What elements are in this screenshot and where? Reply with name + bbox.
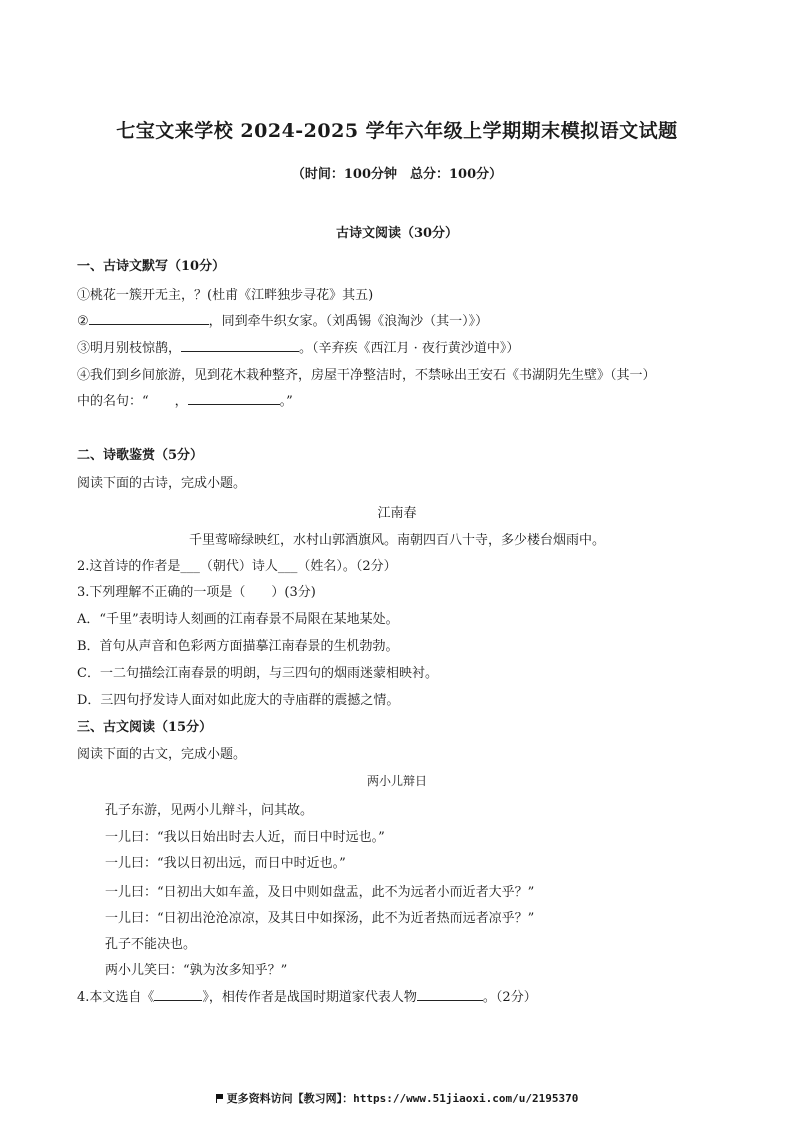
part3-intro: 阅读下面的古文，完成小题。 (77, 747, 247, 762)
q4-text-suffix: 。（2分） (482, 990, 537, 1005)
text-line: 孔子东游，见两小儿辩斗，问其故。 (105, 803, 314, 818)
page-title: 七宝文来学校 2024-2025 学年六年级上学期期末模拟语文试题 (116, 120, 678, 142)
question-1-4-cont (77, 390, 293, 409)
text-line: 一儿曰：“日初出大如车盖，及日中则如盘盂，此不为远者小而近者大乎？” (105, 885, 535, 900)
answer-blank[interactable] (417, 988, 483, 1001)
q3-prefix: ③明月别枝惊鹊， (77, 341, 182, 356)
answer-blank[interactable] (89, 312, 209, 325)
question-4 (77, 986, 537, 1005)
part3-heading: 三、古文阅读（15分） (77, 720, 213, 735)
option-d: D．三四句抒发诗人面对如此庞大的寺庙群的震撼之情。 (77, 693, 400, 708)
question-1-1: ①桃花一簇开无主，？(杜甫《江畔独步寻花》其五) (77, 288, 374, 303)
q4-suffix: 。” (279, 394, 293, 409)
text-line: 一儿曰：“日初出沧沧凉凉，及其日中如探汤，此不为近者热而远者凉乎？” (105, 911, 535, 926)
part2-heading: 二、诗歌鉴赏（5分） (77, 448, 204, 463)
q3-suffix: 。（辛弃疾《西江月 · 夜行黄沙道中》） (299, 341, 520, 356)
text-line: 一儿曰：“我以日始出时去人近，而日中时远也。” (105, 830, 385, 845)
option-c: C．一二句描绘江南春景的明朗，与三四句的烟雨迷蒙相映衬。 (77, 666, 438, 681)
exam-info: （时间：100分钟 总分：100分） (291, 167, 503, 182)
text-line: 孔子不能决也。 (105, 937, 197, 952)
option-b: B．首句从声音和色彩两方面描摹江南春景的生机勃勃。 (77, 639, 399, 654)
q2-prefix: ② (77, 314, 89, 329)
question-3: 3.下列理解不正确的一项是（ ）(3分) (77, 585, 316, 600)
flag-icon (216, 1094, 223, 1103)
question-1-4: ④我们到乡间旅游，见到花木栽种整齐，房屋干净整洁时，不禁咏出王安石《书湖阴先生壁》（其一） (77, 368, 656, 383)
part1-heading: 一、古诗文默写（10分） (77, 259, 226, 274)
question-1-2 (77, 310, 488, 329)
q4-prefix: 中的名句：“ ， (77, 394, 188, 409)
poem-body: 千里莺啼绿映红，水村山郭酒旗风。南朝四百八十寺，多少楼台烟雨中。 (188, 533, 605, 548)
option-a: A．“千里”表明诗人刻画的江南春景不局限在某地某处。 (77, 612, 399, 627)
answer-blank[interactable] (154, 988, 202, 1001)
section-heading: 古诗文阅读（30分） (335, 226, 459, 241)
q4-text-prefix: 4.本文选自《 (77, 990, 155, 1005)
footer-text[interactable]: 更多资料访问【教习网】：https://www.51jiaoxi.com/u/2195370 (226, 1092, 579, 1105)
part2-intro: 阅读下面的古诗，完成小题。 (77, 476, 247, 491)
text-line: 两小儿笑曰：“孰为汝多知乎？” (105, 963, 288, 978)
text-title: 两小儿辩日 (366, 774, 427, 788)
q2-suffix: ，同到牵牛织女家。（刘禹锡《浪淘沙（其一）》） (208, 314, 489, 329)
footer-link[interactable] (0, 1090, 794, 1106)
poem-title: 江南春 (377, 506, 417, 521)
q4-text-middle: 》，相传作者是战国时期道家代表人物 (202, 990, 417, 1005)
text-line: 一儿曰：“我以日初出远，而日中时近也。” (105, 856, 346, 871)
question-2: 2.这首诗的作者是___（朝代）诗人___（姓名）。（2分） (77, 559, 397, 574)
answer-blank[interactable] (188, 392, 280, 405)
answer-blank[interactable] (181, 339, 299, 352)
question-1-3 (77, 337, 519, 356)
